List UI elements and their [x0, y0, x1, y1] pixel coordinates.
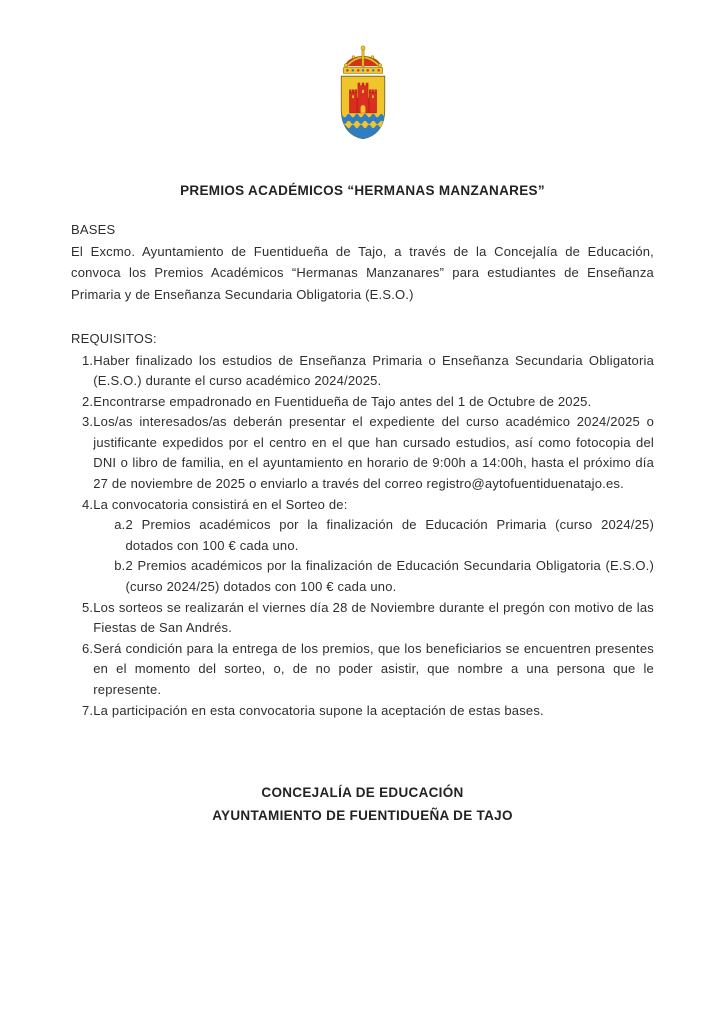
item-text: Será condición para la entrega de los premios, que los beneficiarios se encuentren presentes en el momento del sorteo, o, de no poder asistir, que nombre a una persona que le represente.: [93, 640, 654, 697]
signature-line-1: CONCEJALÍA DE EDUCACIÓN: [261, 785, 464, 801]
item-text: Los sorteos se realizarán el viernes día 28 de Noviembre durante el pregón con motivo de las Fiestas de San Andrés.: [93, 599, 654, 636]
requisito-item-2: [82, 392, 654, 413]
item-number: 2.: [82, 393, 94, 409]
requisito-item-1: [82, 351, 654, 392]
item-number: 6.: [82, 640, 94, 656]
crown-icon: [343, 46, 382, 74]
shield: [338, 76, 387, 140]
item-letter: b.: [114, 558, 126, 574]
sorteo-sub-list: [114, 515, 654, 597]
bases-heading: BASES: [71, 222, 116, 237]
item-text: Haber finalizado los estudios de Enseñanza Primaria o Enseñanza Secundaria Obligatoria (E.S.O.) durante el curso académico 2024/2025.: [93, 352, 654, 389]
item-number: 1.: [82, 352, 94, 368]
item-number: 7.: [82, 702, 94, 718]
coat-of-arms-svg: [329, 44, 397, 141]
requisito-item-3: [82, 412, 654, 494]
requisito-item-4: [82, 495, 654, 598]
coat-of-arms-image: [71, 44, 654, 141]
item-number: 4.: [82, 496, 94, 512]
item-text: La participación en esta convocatoria supone la aceptación de estas bases.: [93, 702, 544, 718]
requisitos-list: [71, 351, 654, 722]
document-title: PREMIOS ACADÉMICOS “HERMANAS MANZANARES”: [180, 183, 545, 198]
bases-paragraph: El Excmo. Ayuntamiento de Fuentidueña de Tajo, a través de la Concejalía de Educación, convoca los Premios Académicos “Hermanas Manzanares” para estudiantes de Enseñanza Primaria y de Enseñanza Secundaria Obligatoria (E.S.O.): [71, 243, 654, 302]
signature-line-2: AYUNTAMIENTO DE FUENTIDUEÑA DE TAJO: [212, 808, 513, 824]
sub-item-a: [114, 515, 654, 556]
item-text: [93, 495, 654, 598]
sub-item-b: [114, 556, 654, 597]
requisito-item-7: [82, 701, 654, 722]
item-number: 3.: [82, 414, 94, 430]
requisitos-section: [71, 328, 654, 721]
waves: [338, 114, 387, 140]
item-text: 2 Premios académicos por la finalización de Educación Primaria (curso 2024/25) dotados con 100 € cada uno.: [125, 517, 654, 553]
bases-section: [71, 219, 654, 305]
item-number: 5.: [82, 599, 94, 615]
item-text: 2 Premios académicos por la finalización de Educación Secundaria Obligatoria (E.S.O.) (curso 2024/25) dotados con 100 € cada uno.: [125, 558, 654, 595]
requisitos-heading: REQUISITOS:: [71, 331, 157, 346]
item-text: Los/as interesados/as deberán presentar el expediente del curso académico 2024/2025 o justificante expedidos por el centro en el que han cursado estudios, así como fotocopia del DNI o libro de familia, en el ayuntamiento en horario de 9:00h a 14:00h, hasta el próximo día 27 de noviembre de 2025 o enviarlo a través del correo registro@aytofuentiduenatajo.es.: [93, 414, 654, 492]
requisito-item-6: [82, 639, 654, 701]
requisito-item-5: [82, 598, 654, 639]
item-text-lead: La convocatoria consistirá en el Sorteo de:: [93, 496, 348, 512]
item-text: Encontrarse empadronado en Fuentidueña de Tajo antes del 1 de Octubre de 2025.: [93, 393, 592, 409]
item-letter: a.: [114, 517, 126, 533]
signature-block: [71, 781, 654, 827]
